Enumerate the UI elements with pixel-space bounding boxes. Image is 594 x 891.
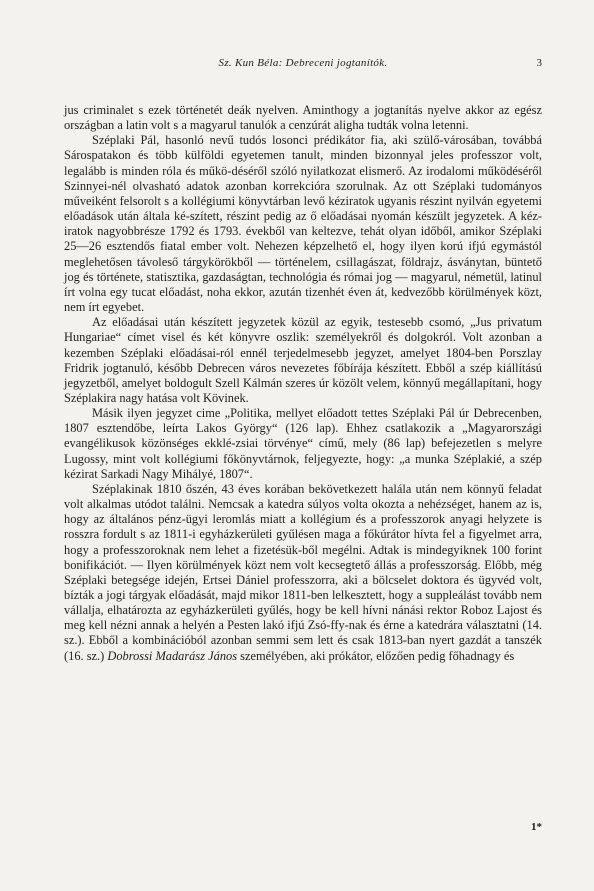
- signature-mark: 1*: [531, 821, 542, 833]
- paragraph: jus criminalet s ezek történetét deák nyelven. Aminthogy a jogtanítás nyelve akkor az egész országban a latin volt s a magyarul tanulók a cenzúrát aligha tudták volna letenni.: [64, 103, 542, 133]
- running-title: Sz. Kun Béla: Debreceni jogtanítók.: [218, 57, 388, 69]
- paragraph: Az előadásai után készített jegyzetek közül az egyik, testesebb csomó, „Jus privatum Hungariae“ címet visel és két könyvre oszlik: személyekről és dolgokról. Volt azonban a kezemben Széplaki előadásai-ról ennél terjedelmesebb jegyzet, amelyet 1804-ben Porszlay Fridrik jogtanuló, később Debrecen város nevezetes főbírája készített. Ebből a szép kiállítású jegyzetből, amelyet boldogult Szell Kálmán szeres úr közölt velem, könnyű megállapítani, hogy Széplakira nagy hatása volt Kövinek.: [64, 315, 542, 405]
- paragraph-text: személyében, aki prókátor, előzően pedig főhadnagy és: [240, 648, 515, 663]
- paragraph: Másik ilyen jegyzet cime „Politika, mellyet előadott tettes Széplaki Pál úr Debrecenben, 1807 esztendőbe, leírta Lakos György“ (126 lap). Ehhez csatlakozik a „Magyarországi evangélikusok közönséges ekklé-zsiai törvénye“ című, mely (86 lap) befejezetlen s melyre Lugossy, mint volt kollégiumi főkönyvtárnok, feljegyezte, hogy: „a munka Széplakié, a szép kézirat Sarkadi Nagy Mihályé, 1807“.: [64, 406, 542, 481]
- paragraph: Széplaki Pál, hasonló nevű tudós losonci prédikátor fia, aki szülő-városában, továbbá Sárospatakon és több külföldi egyetemen tanult, minden bizonnyal jeles professzor volt, legalább is minden róla és műkö-déséről szóló nyilatkozat elismerő. Az irodalomi működéséről Szinnyei-nél olvasható adatok azonban korrekcióra szorulnak. Az ott Széplaki tudományos műveiként felsorolt s a kollégiumi könyvtárban levő kéziratok ugyanis részint nyilván egyetemi előadások után általa ké-szített, részint pedig az ő előadásai nyomán készült jegyzetek. A kéz-iratok nagyobbrésze 1792 és 1793. évekből van keltezve, tehát olyan időből, amikor Széplaki 25—26 esztendős fiatal ember volt. Nehezen képzelhető el, hogy ilyen korú ifjú egymástól meglehetősen távoleső tárgykörökből — történelem, csillagászat, földrajz, ásványtan, büntető jog és története, statisztika, gazdaságtan, technológia és római jog — magyarul, németül, latinul írt volna egy tucat előadást, noha ekkor, azután tizenhét éven át, kedvezőbb körülmények közt, nem írt egyebet.: [64, 133, 542, 315]
- page-number: 3: [536, 57, 542, 69]
- paragraph-text: Széplakinak 1810 őszén, 43 éves korában bekövetkezett halála után nem könnyű feladat volt alkalmas utódot találni. Nemcsak a katedra súlyos volta okozta a nehézséget, hanem az is, hogy az általános pénz-ügyi leromlás miatt a kollégium és a professzorok anyagi helyzete is rosszra fordult s az 1811-i egyházkerületi gyűlésen maga a főkúrátor hívta fel a figyelmet arra, hogy a professzoroknak nem lehet a fizetésük-ből megélni. Adtak is mindegyiknek 100 forint bonifikációt. — Ilyen körülmények közt nem volt kecsegtető állás a professzorság. Előbb, még Széplaki betegsége idején, Ertsei Dániel professzorra, aki a bölcselet doktora és ügyvéd volt, bízták a jogi tárgyak előadását, majd mikor 1811-ben lelkesztett, hogy a suppleálást tovább nem vállalja, elhatározta az egyházkerületi gyűlés, hogy be kell hívni nánási rektor Roboz Lajost és meg kell nézni annak a helyén a Pesten lakó ifjú Zsó-ffy-nak és érne a katedrára választatni (14. sz.). Ebből a kombinációból azonban semmi sem lett és csak 1813-ban nyert gazdát a tanszék (16. sz.): [64, 481, 542, 663]
- running-head: [64, 55, 542, 71]
- paragraph: [64, 482, 542, 664]
- person-name: Dobrossi Madarász János: [107, 648, 238, 663]
- body-text: [64, 103, 542, 664]
